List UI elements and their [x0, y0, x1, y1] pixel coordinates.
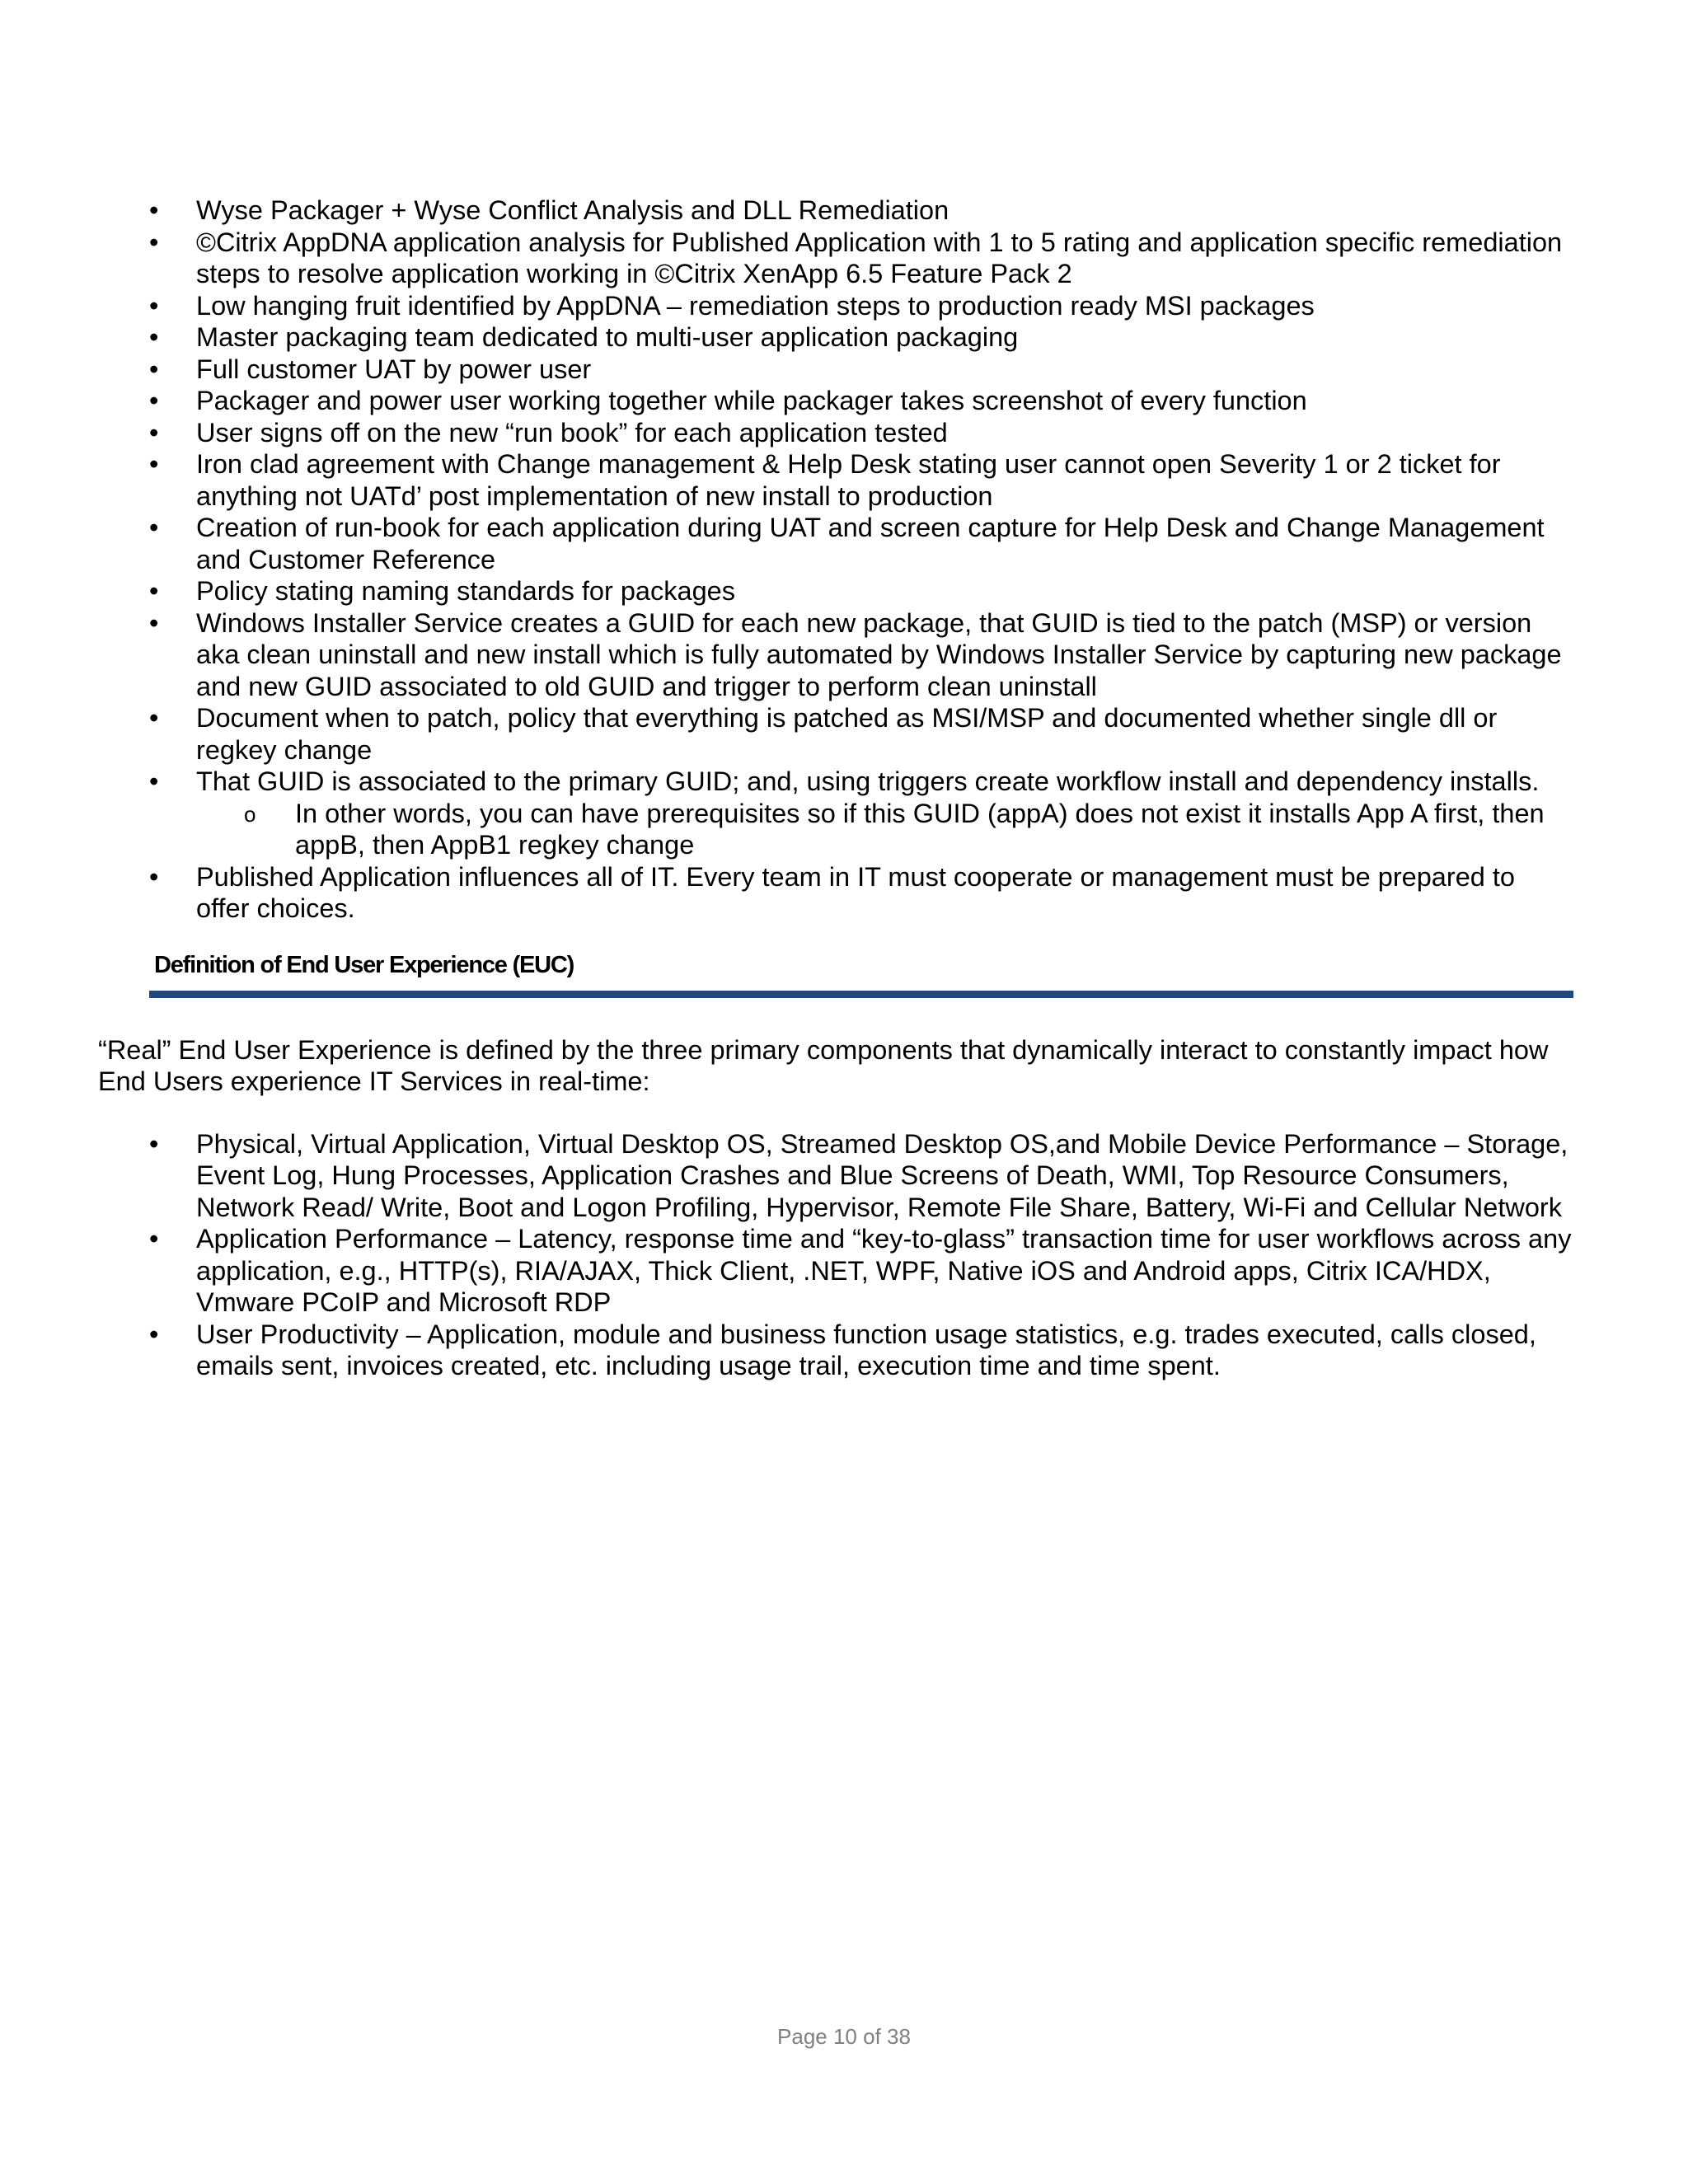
list-item-text: Wyse Packager + Wyse Conflict Analysis and DLL Remediation — [196, 195, 950, 225]
packaging-bullet-list — [98, 194, 1573, 925]
list-item-text: Full customer UAT by power user — [196, 354, 592, 384]
list-item-text: Iron clad agreement with Change management & Help Desk stating user cannot open Severity 1 or 2 ticket for anything not UATd’ post implementation of new install to production — [196, 449, 1501, 511]
bullet-icon: • — [149, 766, 159, 796]
page-number-footer: Page 10 of 38 — [777, 2024, 911, 2049]
list-item — [98, 354, 1573, 386]
sub-list-item-text: In other words, you can have prerequisites so if this GUID (appA) does not exist it installs App A first, then appB, then AppB1 regkey change — [295, 798, 1545, 860]
bullet-icon: • — [149, 290, 159, 321]
bullet-icon: • — [149, 576, 159, 606]
list-item — [98, 1128, 1573, 1224]
bullet-icon: • — [149, 1224, 159, 1254]
list-item — [98, 861, 1573, 925]
bullet-icon: • — [149, 322, 159, 352]
list-item-text: Physical, Virtual Application, Virtual Desktop OS, Streamed Desktop OS,and Mobile Device Performance – Storage, Event Log, Hung Processes, Application Crashes and Blue Screens of Death, WMI, Top Resource Consumers, Network Read/ Write, Boot and Logon Profiling, Hypervisor, Remote File Share, Battery, Wi-Fi and Cellular Network — [196, 1128, 1568, 1222]
list-item — [98, 448, 1573, 512]
bullet-icon: • — [149, 386, 159, 415]
list-item — [98, 702, 1573, 766]
sub-list-item — [196, 798, 1573, 861]
bullet-icon: • — [149, 449, 159, 479]
section-heading-block — [149, 949, 1573, 998]
bullet-icon: • — [149, 703, 159, 733]
circle-bullet-icon: o — [244, 801, 256, 827]
list-item — [98, 1319, 1573, 1382]
bullet-icon: • — [149, 354, 159, 384]
list-item — [98, 1223, 1573, 1319]
list-item — [98, 194, 1573, 227]
sub-bullet-list — [196, 798, 1573, 861]
list-item-text: User signs off on the new “run book” for each application tested — [196, 417, 948, 448]
list-item-text: Document when to patch, policy that everything is patched as MSI/MSP and documented whether single dll or regkey change — [196, 703, 1498, 765]
bullet-icon: • — [149, 607, 159, 638]
list-item-text: Policy stating naming standards for packages — [196, 576, 735, 606]
list-item-text: That GUID is associated to the primary GUID; and, using triggers create workflow install and dependency installs. — [196, 766, 1540, 796]
bullet-icon: • — [149, 1128, 159, 1159]
list-item-text: Packager and power user working together while packager takes screenshot of every function — [196, 386, 1307, 415]
heading-divider — [149, 991, 1573, 998]
list-item — [98, 575, 1573, 607]
list-item-text: User Productivity – Application, module and business function usage statistics, e.g. trades executed, calls closed, emails sent, invoices created, etc. including usage trail, execution time and time spent. — [196, 1319, 1536, 1380]
section-heading: Definition of End User Experience (EUC) — [154, 951, 574, 978]
list-item — [98, 321, 1573, 354]
bullet-icon: • — [149, 227, 159, 257]
bullet-icon: • — [149, 861, 159, 892]
list-item — [98, 290, 1573, 322]
list-item-text: Application Performance – Latency, response time and “key-to-glass” transaction time for user workflows across any application, e.g., HTTP(s), RIA/AJAX, Thick Client, .NET, WPF, Native iOS and Android apps, Citrix ICA/HDX, Vmware PCoIP and Microsoft RDP — [196, 1224, 1572, 1317]
list-item-text: Low hanging fruit identified by AppDNA – remediation steps to production ready MSI packages — [196, 290, 1315, 321]
list-item — [98, 385, 1573, 417]
euc-components-list — [98, 1128, 1573, 1382]
list-item — [98, 607, 1573, 703]
bullet-icon: • — [149, 195, 159, 225]
list-item — [98, 766, 1573, 861]
list-item-text: ©Citrix AppDNA application analysis for Published Application with 1 to 5 rating and application specific remediation steps to resolve application working in ©Citrix XenApp 6.5 Feature Pack 2 — [196, 227, 1563, 288]
list-item-text: Windows Installer Service creates a GUID for each new package, that GUID is tied to the patch (MSP) or version aka clean uninstall and new install which is fully automated by Windows Installer Service by capturing new package and new GUID associated to old GUID and trigger to perform clean uninstall — [196, 607, 1562, 701]
list-item — [98, 512, 1573, 575]
list-item-text: Master packaging team dedicated to multi-user application packaging — [196, 322, 1019, 352]
bullet-icon: • — [149, 513, 159, 542]
list-item-text: Published Application influences all of IT. Every team in IT must cooperate or management must be prepared to offer choices. — [196, 861, 1515, 923]
bullet-icon: • — [149, 1319, 159, 1349]
list-item — [98, 227, 1573, 290]
bullet-icon: • — [149, 417, 159, 448]
intro-paragraph: “Real” End User Experience is defined by the three primary components that dynamically interact to constantly impact how End Users experience IT Services in real-time: — [98, 1034, 1549, 1096]
list-item — [98, 417, 1573, 449]
page-content — [98, 194, 1573, 1382]
list-item-text: Creation of run-book for each application during UAT and screen capture for Help Desk and Change Management and Customer Reference — [196, 513, 1545, 574]
